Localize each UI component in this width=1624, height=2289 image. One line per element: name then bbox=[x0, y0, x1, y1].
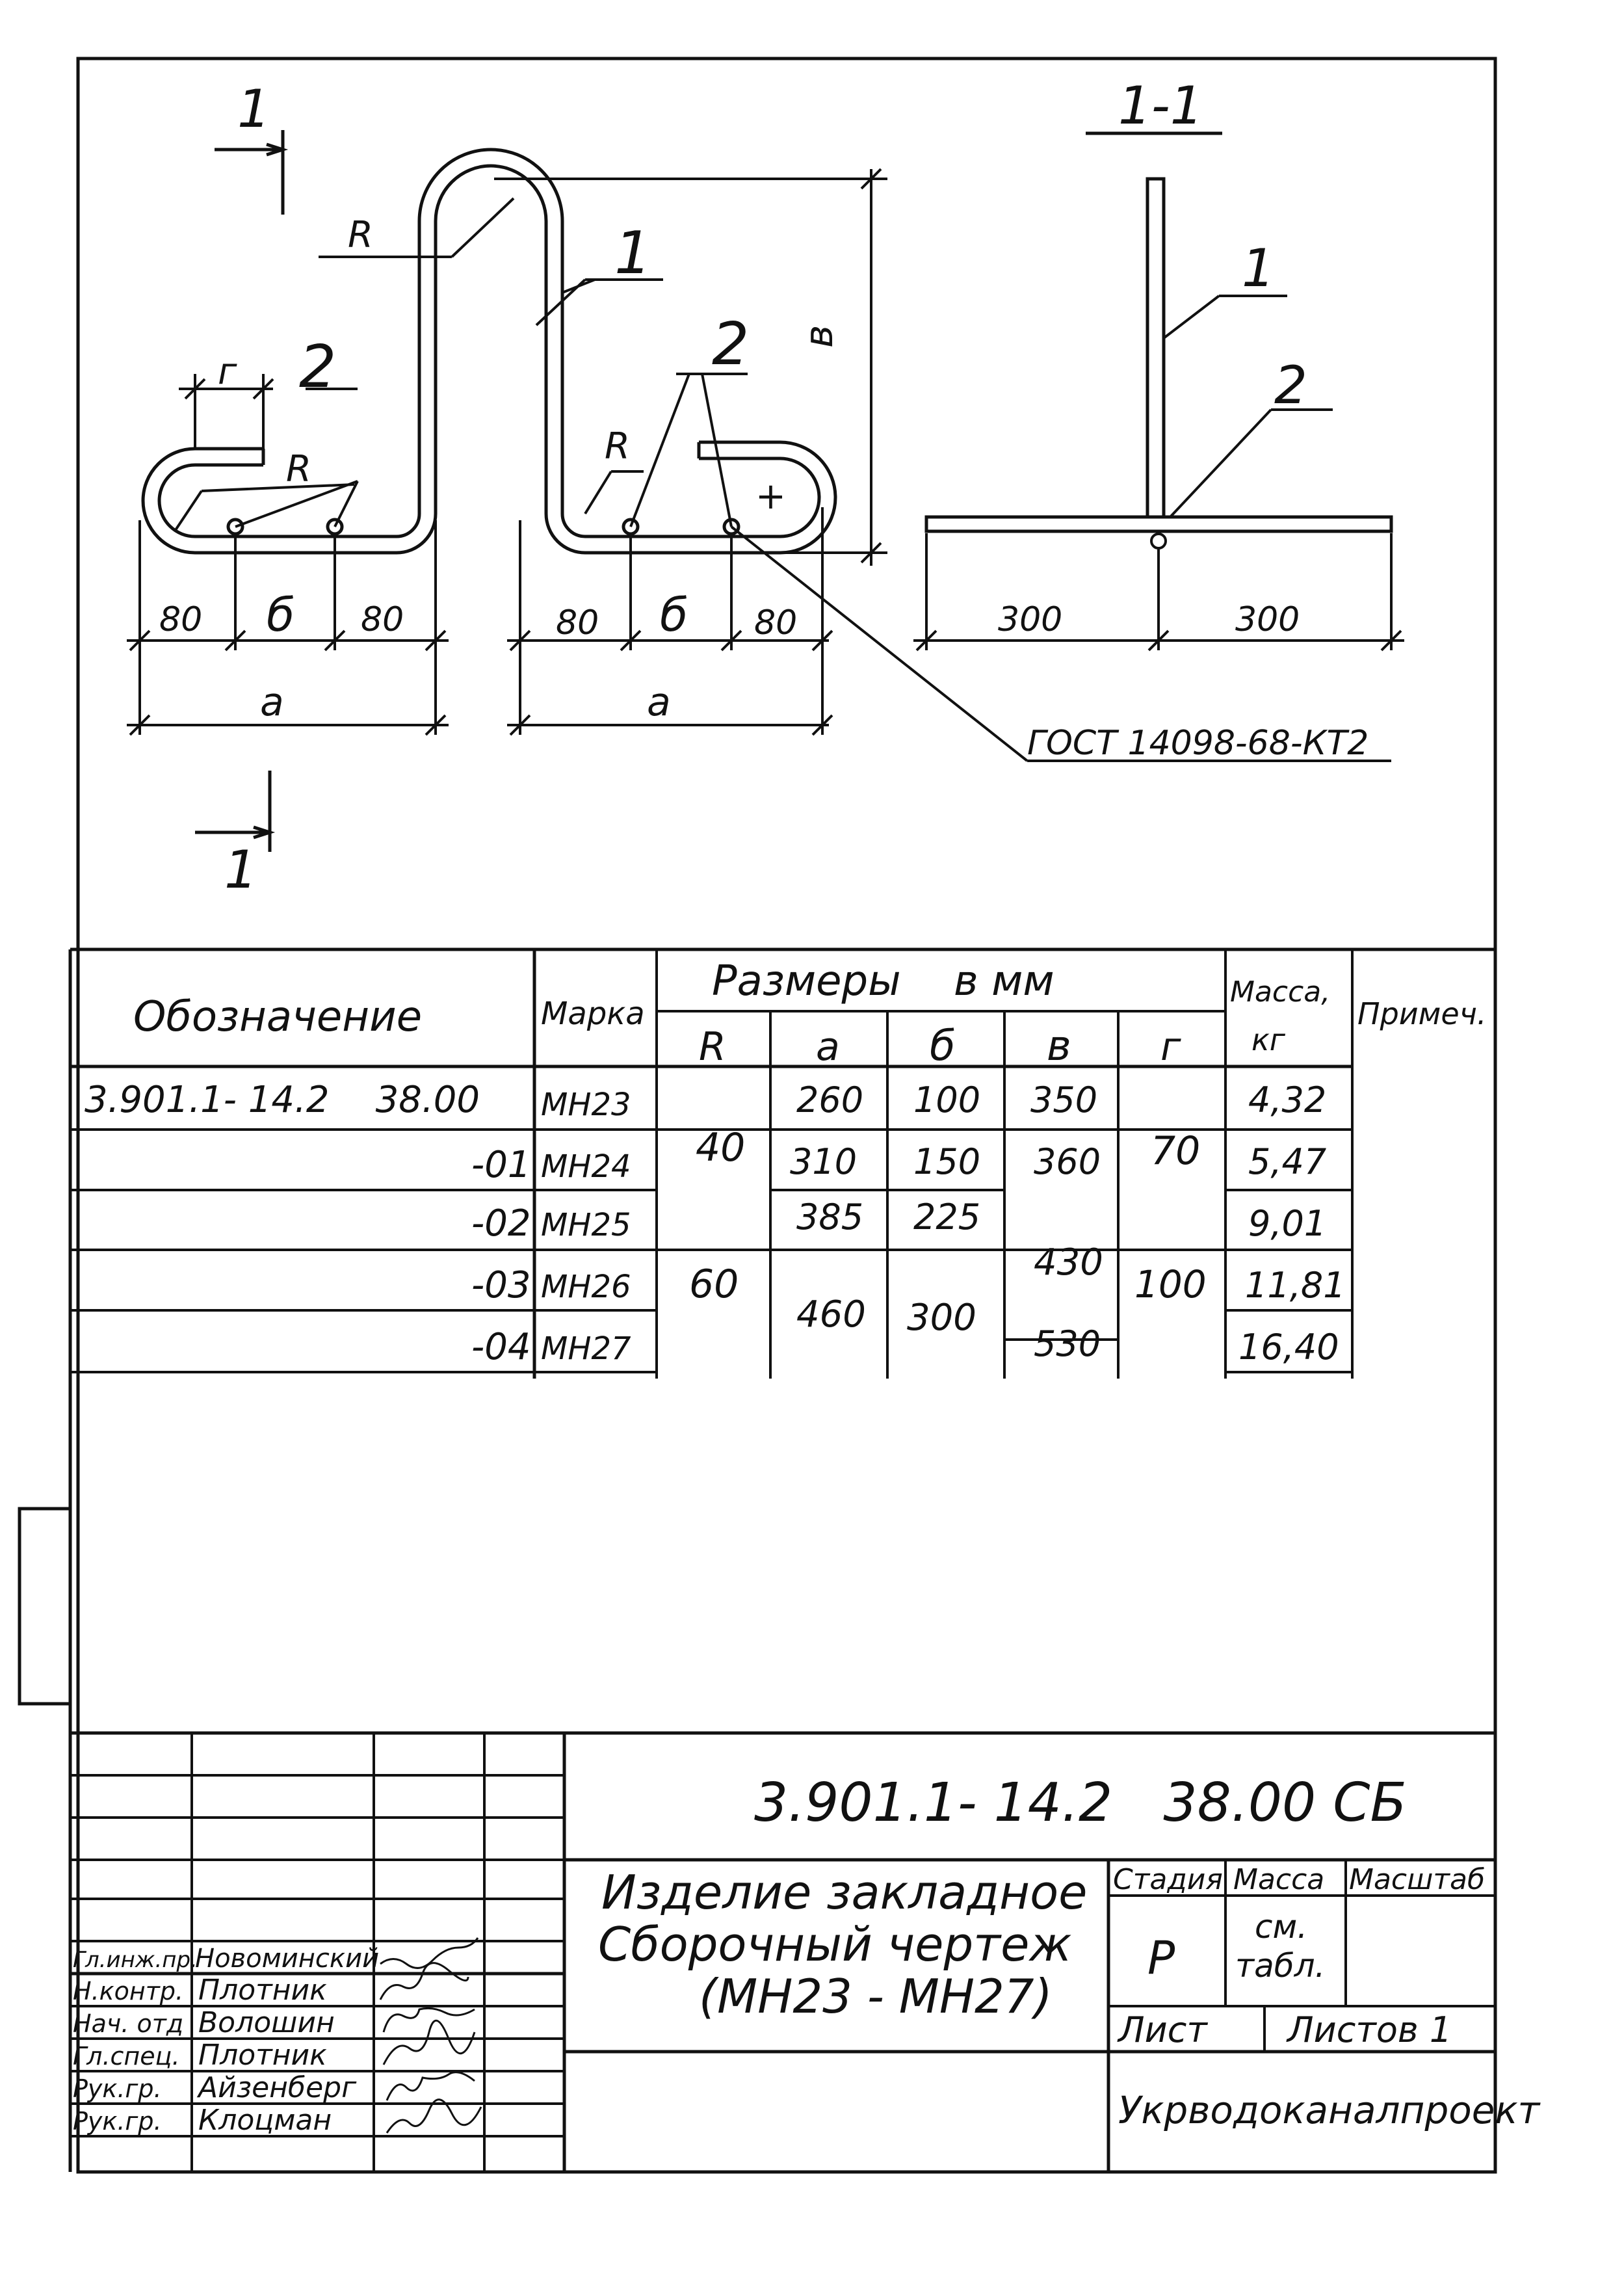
section-view-1-1 bbox=[913, 75, 1404, 650]
header-v: в bbox=[1047, 1022, 1071, 1070]
row-mark: МН25 bbox=[541, 1207, 631, 1243]
product-name-line2: Сборочный чертеж bbox=[598, 1917, 1072, 1972]
row-mark: МН23 bbox=[541, 1087, 631, 1123]
sheet-label: Лист bbox=[1118, 2009, 1207, 2050]
section-plate bbox=[926, 517, 1391, 531]
row-mass: 11,81 bbox=[1245, 1265, 1346, 1306]
section-anchor-hole bbox=[1151, 534, 1166, 548]
dimension-v-label: в bbox=[796, 324, 842, 348]
signature bbox=[384, 2020, 475, 2065]
header-g: г bbox=[1160, 1024, 1181, 1070]
gost-note: ГОСТ 14098-68-КТ2 bbox=[1027, 724, 1369, 763]
staff-role: Н.контр. bbox=[73, 1977, 184, 2005]
header-b: б bbox=[930, 1022, 956, 1070]
dimension-right-80-b: 80 bbox=[754, 603, 798, 642]
radius-label-left: R bbox=[286, 448, 311, 490]
merged-R-60: 60 bbox=[689, 1262, 739, 1307]
header-mark: Марка bbox=[541, 996, 645, 1032]
scale-label: Масштаб bbox=[1349, 1863, 1486, 1896]
header-R: R bbox=[699, 1024, 726, 1070]
row-mass: 16,40 bbox=[1238, 1327, 1339, 1368]
row-v: 530 bbox=[1034, 1323, 1101, 1364]
plan-view bbox=[127, 79, 1391, 900]
merged-R-40: 40 bbox=[696, 1125, 746, 1171]
title-block bbox=[70, 1733, 1541, 2172]
mass-value-line1: см. bbox=[1255, 1908, 1308, 1946]
staff-role: Нач. отд bbox=[73, 2009, 184, 2038]
section-cut-bottom-label: 1 bbox=[224, 840, 257, 900]
staff-name: Плотник bbox=[198, 2039, 327, 2072]
signature bbox=[387, 2072, 475, 2100]
position-2-label-left: 2 bbox=[299, 333, 337, 401]
staff-name: Волошин bbox=[198, 2006, 335, 2039]
section-cut-top bbox=[215, 130, 283, 215]
header-designation: Обозначение bbox=[133, 993, 423, 1041]
section-position-2-label: 2 bbox=[1274, 355, 1307, 416]
spec-table bbox=[70, 949, 1487, 1379]
staff-role: Гл.спец. bbox=[73, 2042, 180, 2071]
position-2-label-right: 2 bbox=[712, 310, 750, 378]
row-designation: -02 bbox=[471, 1202, 531, 1245]
merged-b-300: 300 bbox=[907, 1297, 976, 1339]
mass-label: Масса bbox=[1233, 1863, 1325, 1896]
stage-value: Р bbox=[1147, 1931, 1175, 1985]
organization-name: Укрводоканалпроект bbox=[1118, 2088, 1540, 2132]
row-b: 100 bbox=[913, 1079, 981, 1120]
signature bbox=[380, 1963, 468, 2000]
dimension-left-b: б bbox=[267, 589, 295, 642]
row-designation: -03 bbox=[471, 1264, 531, 1306]
header-note: Примеч. bbox=[1357, 996, 1487, 1031]
row-v: 350 bbox=[1030, 1079, 1098, 1120]
dimension-left-80-b: 80 bbox=[361, 600, 404, 639]
row-designation: -01 bbox=[471, 1144, 531, 1186]
stage-label: Стадия bbox=[1113, 1863, 1223, 1896]
center-mark: + bbox=[755, 475, 786, 518]
row-a: 310 bbox=[790, 1141, 858, 1182]
sheets-label: Листов 1 bbox=[1287, 2009, 1452, 2050]
section-dim-right: 300 bbox=[1235, 600, 1300, 639]
row-mark: МН27 bbox=[541, 1330, 631, 1367]
section-bar-vertical bbox=[1147, 179, 1164, 517]
section-leaders bbox=[913, 296, 1404, 650]
row-v: 360 bbox=[1034, 1141, 1101, 1182]
header-mass-unit: кг bbox=[1251, 1022, 1285, 1057]
mass-value-line2: табл. bbox=[1235, 1947, 1326, 1985]
header-dimensions: Размеры в мм bbox=[712, 957, 1054, 1005]
row-mass: 5,47 bbox=[1248, 1141, 1327, 1182]
row-mark: МН24 bbox=[541, 1148, 631, 1185]
dimension-g-label: г bbox=[218, 351, 237, 393]
merged-g-70: 70 bbox=[1151, 1128, 1201, 1174]
position-1-label: 1 bbox=[614, 219, 652, 287]
dimension-left-80-a: 80 bbox=[159, 600, 203, 639]
merged-g-100: 100 bbox=[1134, 1262, 1207, 1306]
dimension-right-80-a: 80 bbox=[556, 603, 599, 642]
header-mass: Масса, bbox=[1230, 975, 1331, 1009]
document-code: 3.901.1- 14.2 38.00 СБ bbox=[754, 1772, 1407, 1834]
product-name-line3: (МН23 - МН27) bbox=[699, 1969, 1053, 2024]
staff-name: Клоцман bbox=[198, 2104, 332, 2137]
radius-label-right: R bbox=[605, 425, 630, 468]
staff-name: Айзенберг bbox=[198, 2071, 357, 2104]
section-title: 1-1 bbox=[1118, 75, 1203, 136]
radius-label-top: R bbox=[348, 214, 373, 256]
dimension-left-a: a bbox=[260, 680, 284, 725]
staff-name: Новоминский bbox=[195, 1944, 380, 1974]
header-a: a bbox=[816, 1024, 840, 1070]
row-b: 225 bbox=[913, 1197, 981, 1237]
row-a: 260 bbox=[796, 1079, 864, 1120]
row-designation: -04 bbox=[471, 1326, 531, 1368]
staff-name: Плотник bbox=[198, 1974, 327, 2007]
row-a: 385 bbox=[796, 1197, 864, 1237]
dimension-right-a: a bbox=[647, 680, 671, 725]
merged-v-430: 430 bbox=[1034, 1241, 1103, 1284]
section-position-1-label: 1 bbox=[1242, 238, 1275, 298]
staff-role: Рук.гр. bbox=[73, 2107, 162, 2136]
section-cut-top-label: 1 bbox=[237, 79, 270, 139]
dimension-right-b: б bbox=[660, 589, 688, 642]
row-mark: МН26 bbox=[541, 1269, 631, 1305]
staff-role: Рук.гр. bbox=[73, 2074, 162, 2103]
anchor-bar-holes bbox=[228, 520, 739, 534]
row-mass: 9,01 bbox=[1248, 1203, 1327, 1244]
row-b: 150 bbox=[913, 1141, 981, 1182]
staff-role: Гл.инж.пр. bbox=[73, 1947, 198, 1973]
merged-a-460: 460 bbox=[796, 1293, 866, 1336]
dimension-lines bbox=[127, 169, 887, 735]
section-dim-left: 300 bbox=[998, 600, 1063, 639]
product-name-line1: Изделие закладное bbox=[601, 1865, 1088, 1920]
row-mass: 4,32 bbox=[1248, 1079, 1327, 1120]
row-designation: 3.901.1- 14.2 38.00 bbox=[85, 1079, 480, 1121]
